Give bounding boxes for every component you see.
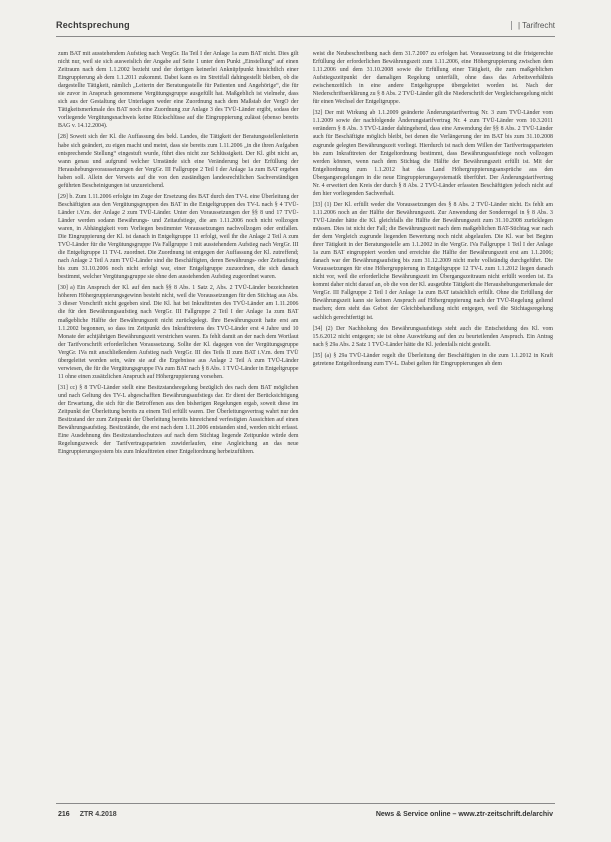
section-title: Rechtsprechung: [56, 20, 130, 30]
footer-divider: [56, 803, 555, 804]
paragraph: [28] Soweit sich der Kl. die Auffassung des bekl. Landes, die Tätigkeit der Beratungsstellenleiterin habe sich geändert, zu eigen macht und meint, dass sie bereits zum 1.11.2006 „in die ihren Aufgaben entsprechende Stellung“ eingestuft wurde, führt dies nicht zur Schlüssigkeit. Der Kl. gibt nicht an, wann genau und aufgrund welcher Umstände sich eine Veränderung bei der Erfüllung der Heraushebungsvoraussetzungen der VergGr. III Fallgruppe 2 Teil I der Anlage 1a zum BAT ergeben haben soll. Allein der Verweis auf die von den zuständigen landesrechtlichen Sachverständigen geführten Bescheinigungen ist unzureichend.: [58, 134, 299, 189]
page-number: 216: [58, 810, 70, 818]
paragraph: [33] (1) Der Kl. erfüllt weder die Voraussetzungen des § 8 Abs. 2 TVÜ-Länder nicht. Es fehlt am 1.11.2006 noch an der Hälfte der Bewährungszeit. Zur Anwendung der Sonderregel in § 8 Abs. 3 TVÜ-Länder hätte die Kl. gleichfalls die Hälfte der Bewährungszeit zum 31.10.2008 zurücklegen müssen. Dies ist nicht der Fall; die Bewährungszeit nach dem maßgeblichen BAT-Stichtag war nach der dem Vergleich zugrunde liegenden Bewertung noch nicht abgelaufen. Die Kl. war bei Beginn ihrer Tätigkeit in der Beratungsstelle am 1.1.2002 in die VergGr. IVa Fallgruppe 1 Teil I der Anlage 1a zum BAT eingruppiert worden und erreichte die Hälfte der Bewährungszeit erst am 1.1.2006; danach war der Bewährungsaufstieg bis zum 31.12.2009 nicht mehr vollständig durchgeführt. Die Voraussetzungen für eine Höhergruppierung in Entgeltgruppe 12 TV-L zum 1.1.2012 liegen danach nicht vor, weil die erforderliche Bewährungszeit im Übergangszeitraum nicht erfüllt worden ist. Es kommt daher nicht darauf an, ob die von der Kl. ausgeübte Tätigkeit die Heraushebungsmerkmale der VergGr. III Fallgruppe 2 Teil I der Anlage 1a zum BAT tatsächlich erfüllt. Ohne die Erfüllung der Bewährungszeit kann sie keinen Anspruch auf Höhergruppierung nach der TVÜ-Regelung geltend machen; dem steht das Gebot der Gleichbehandlung nicht entgegen, weil die Stichtagsregelung sachlich gerechtfertigt ist.: [312, 201, 553, 321]
left-column: [58, 50, 299, 795]
article-body: [58, 50, 553, 795]
paragraph: [34] (2) Der Nachholung des Bewährungsaufstiegs steht auch die Entscheidung des Kl. vom 15.6.2012 nicht entgegen; sie ist ohne Auswirkung auf den zu beurteilenden Anspruch. Ein Antrag nach § 29a Abs. 2 Satz 1 TVÜ-Länder hätte die Kl. jedenfalls nicht gestellt.: [312, 325, 553, 348]
paragraph: [29] b. Zum 1.11.2006 erfolgte im Zuge der Ersetzung des BAT durch den TV-L eine Überleitung der Beschäftigten aus den Vergütungsgruppen des BAT in die Entgeltgruppen des TV-L nach § 4 TVÜ-Länder i.V.m. der Anlage 2 zum TVÜ-Länder. Unter den Voraussetzungen der §§ 8 und 17 TVÜ-Länder werden sodann Bewährungs- und Zeitaufstiege, die am 1.11.2006 noch nicht vollzogen waren, in Abhängigkeit vom Vorliegen bestimmter Voraussetzungen nachvollzogen oder entfallen. Die Eingruppierung der Kl. ist danach in Entgeltgruppe 11 erfolgt, weil ihr die Anlage 2 Teil A zum TVÜ-Länder für die Vergütungsgruppe IVa Fallgruppe 1 mit ausstehendem Aufstieg nach VergGr. III die Entgeltgruppe 11 TV-L zuordnet. Die Zuordnung ist entgegen der Auffassung der Kl. zutreffend; nach Anlage 2 Teil A zum TVÜ-Länder sind die Beschäftigten, deren Bewährungs- oder Zeitaufstieg bis zum 31.10.2006 noch nicht erfolgt war, einer Entgeltgruppe zuzuordnen, die sich danach bestimmt, welcher Vergütungsgruppe sie ohne den ausstehenden Aufstieg zugeordnet waren.: [58, 193, 299, 281]
paragraph: weist die Neubeschreibung nach dem 31.7.2007 zu erfolgen hat. Voraussetzung ist die fristgerechte Erfüllung der erforderlichen Bewährungszeit zum 1.11.2006, eine Höhergruppierung zwischen dem 1.11.2006 und dem 31.10.2008 sowie die Erfüllung einer Tätigkeit, die zum maßgeblichen Aufstiegszeitpunkt der damaligen Regelung unterfällt, ohne dass das Arbeitsverhältnis zwischenzeitlich in eine andere Entgeltgruppe übergeleitet worden ist. Nach der Niederschriftserklärung zu § 8 Abs. 2 TVÜ-Länder gilt die Niederschrift der Vergleichsregelung nicht für einen Wechsel der Entgeltgruppe.: [312, 51, 553, 106]
header-divider: [56, 36, 555, 37]
page-header: [56, 14, 555, 36]
archive-link[interactable]: News & Service online – www.ztr-zeitschrift.de/archiv: [375, 810, 553, 818]
right-column: [313, 50, 554, 795]
journal-issue: ZTR 4.2018: [79, 810, 117, 818]
paragraph: [32] Der mit Wirkung ab 1.1.2009 geänderte Änderungstarifvertrag Nr. 3 zum TVÜ-Länder vom 1.1.2009 sowie der nachfolgende Änderungstarifvertrag Nr. 4 zum TVÜ-Länder vom 10.3.2011 verändern § 8 Abs. 3 TVÜ-Länder dahingehend, dass eine Anwendung der §§ 8 Abs. 2 TVÜ-Länder auch für Beschäftigte möglich bleibt, bei denen die Verlängerung der im BAT bis zum 31.10.2008 zugrunde gelegten Bewährungszeit vorliegt. Hierdurch ist nach dem Willen der Tarifvertragsparteien bis zum Inkrafttreten der Entgeltordnung bestimmt, dass Bewährungsaufstiege noch vollzogen werden können, wenn nach dem Stichtag die Hälfte der Bewährungszeit erfüllt ist. Mit der Entgeltordnung zum 1.1.2012 hat das Land Höhergruppierungsansprüche aus den Übergangsregelungen in die neue Eingruppierungssystematik überführt. Der Änderungstarifvertrag Nr. 4 erweitert den Kreis der durch § 8 Abs. 2 TVÜ-Länder erfassten Beschäftigten jedoch nicht auf den hier vorliegenden Sachverhalt.: [312, 110, 553, 197]
page-footer: [58, 806, 553, 822]
paragraph: [31] cc) § 8 TVÜ-Länder stellt eine Besitzstandsregelung bezüglich des nach dem BAT möglichen und nach Geltung des TV-L abgeschafften Bewährungsaufstiegs dar. Er dient der Berücksichtigung der Erwartung, die sich für die Betroffenen aus den bisherigen Regelungen ergab, soweit diese im Zeitpunkt der Überleitung bereits zu einem Teil erfüllt waren. Der Überleitungsvertrag wahrt nur den Besitzstand der zum Zeitpunkt der Überleitung bereits hinreichend verfestigten Aussichten auf einen Bewährungsaufstieg. Besitzstände, die erst nach dem 1.11.2006 entstanden sind, werden nicht erfasst. Eine Ausdehnung des Besitzstandsschutzes auf nach dem Stichtag liegende Zeitpunkte würde dem Regelungszweck der Tarifvertragsparteien zuwiderlaufen, eine Angleichung an das neue Eingruppierungssystem bis zum Inkrafttreten einer Entgeltordnung herbeizuführen.: [58, 384, 299, 456]
category-label: | Tarifrecht: [511, 21, 555, 30]
footer-left: [58, 811, 117, 818]
paragraph: [30] a) Ein Anspruch der Kl. auf den nach §§ 8 Abs. 1 Satz 2, Abs. 2 TVÜ-Länder bezeichneten höheren Höhergruppierungsgewinn besteht nicht, weil die Voraussetzungen für den Stichtag aus Abs. 3 dieser Vorschrift nicht gegeben sind. Die Kl. hat bei Inkrafttreten des TVÜ-Länder am 1.11.2006 die für den Bewährungsaufstieg nach VergGr. III Fallgruppe 2 Teil I der Anlage 1a zum BAT maßgebliche Hälfte der Bewährungszeit nicht zurückgelegt. Ihre Bewährungszeit hatte erst am 1.1.2002 begonnen, so dass im Zeitpunkt des Inkrafttretens des TVÜ-Länder erst 4 Jahre und 10 Monate der achtjährigen Bewährungszeit verstrichen waren. Es fehlt damit an der nach dem Wortlaut der Tarifvorschrift erforderlichen Voraussetzung. Sollte der Kl. dagegen von der Vergütungsgruppe VergGr. IVa mit anschließendem Aufstieg nach VergGr. III des Teils II zum BAT i.V.m. dem TVÜ übergeleitet worden sein, wäre sie auf die Ergebnisse aus Anlage 2 Teil A zum TVÜ-Länder verwiesen, die für die Vergütungsgruppe IVa zum BAT nach § 8 Abs. 1 TVÜ-Länder in Entgeltgruppe 11 ohne einen zusätzlichen Anspruch auf Höhergruppierung vorsehen.: [58, 285, 299, 380]
paragraph: [35] (a) § 29a TVÜ-Länder regelt die Überleitung der Beschäftigten in die zum 1.1.2012 in Kraft getretene Entgeltordnung zum TV-L. Dabei gelten für Eingruppierungen ab dem: [312, 352, 553, 367]
paragraph: zum BAT mit ausstehendem Aufstieg nach VergGr. IIa Teil I der Anlage 1a zum BAT nicht. Dies gilt nicht nur, weil sie sich ausweislich der Angabe auf Seite 1 unter dem Punkt „Einstellung“ auf einen Zeitraum nach dem 1.1.2002 bezieht und der dortigen keinerlei Anknüpfpunkt hinsichtlich einer Eingruppierung ab dem 1.1.2011 zukommt. Dabei kann es im Streitfall dahingestellt bleiben, ob die dargestellte Tätigkeit, nämlich „Leiterin der Beratungsstelle für Patienten und Angehörige“, die für sie zuvor in Anspruch genommene Vergütungsgruppe ausgefüllt hat. Maßgeblich ist vielmehr, dass sich aus der Gestaltung der Unterlagen weder eine Zuordnung nach dem Maßstab der VergO der Tätigkeitsmerkmale des BAT noch eine Zuordnung zur Anlage 3 des TVÜ-Länder ergibt, sodass der vorliegende Vergütungsnachweis keine Rückschlüsse auf die Eingruppierung zulässt (ebenso bereits BAG v. 14.12.2004).: [58, 51, 299, 130]
